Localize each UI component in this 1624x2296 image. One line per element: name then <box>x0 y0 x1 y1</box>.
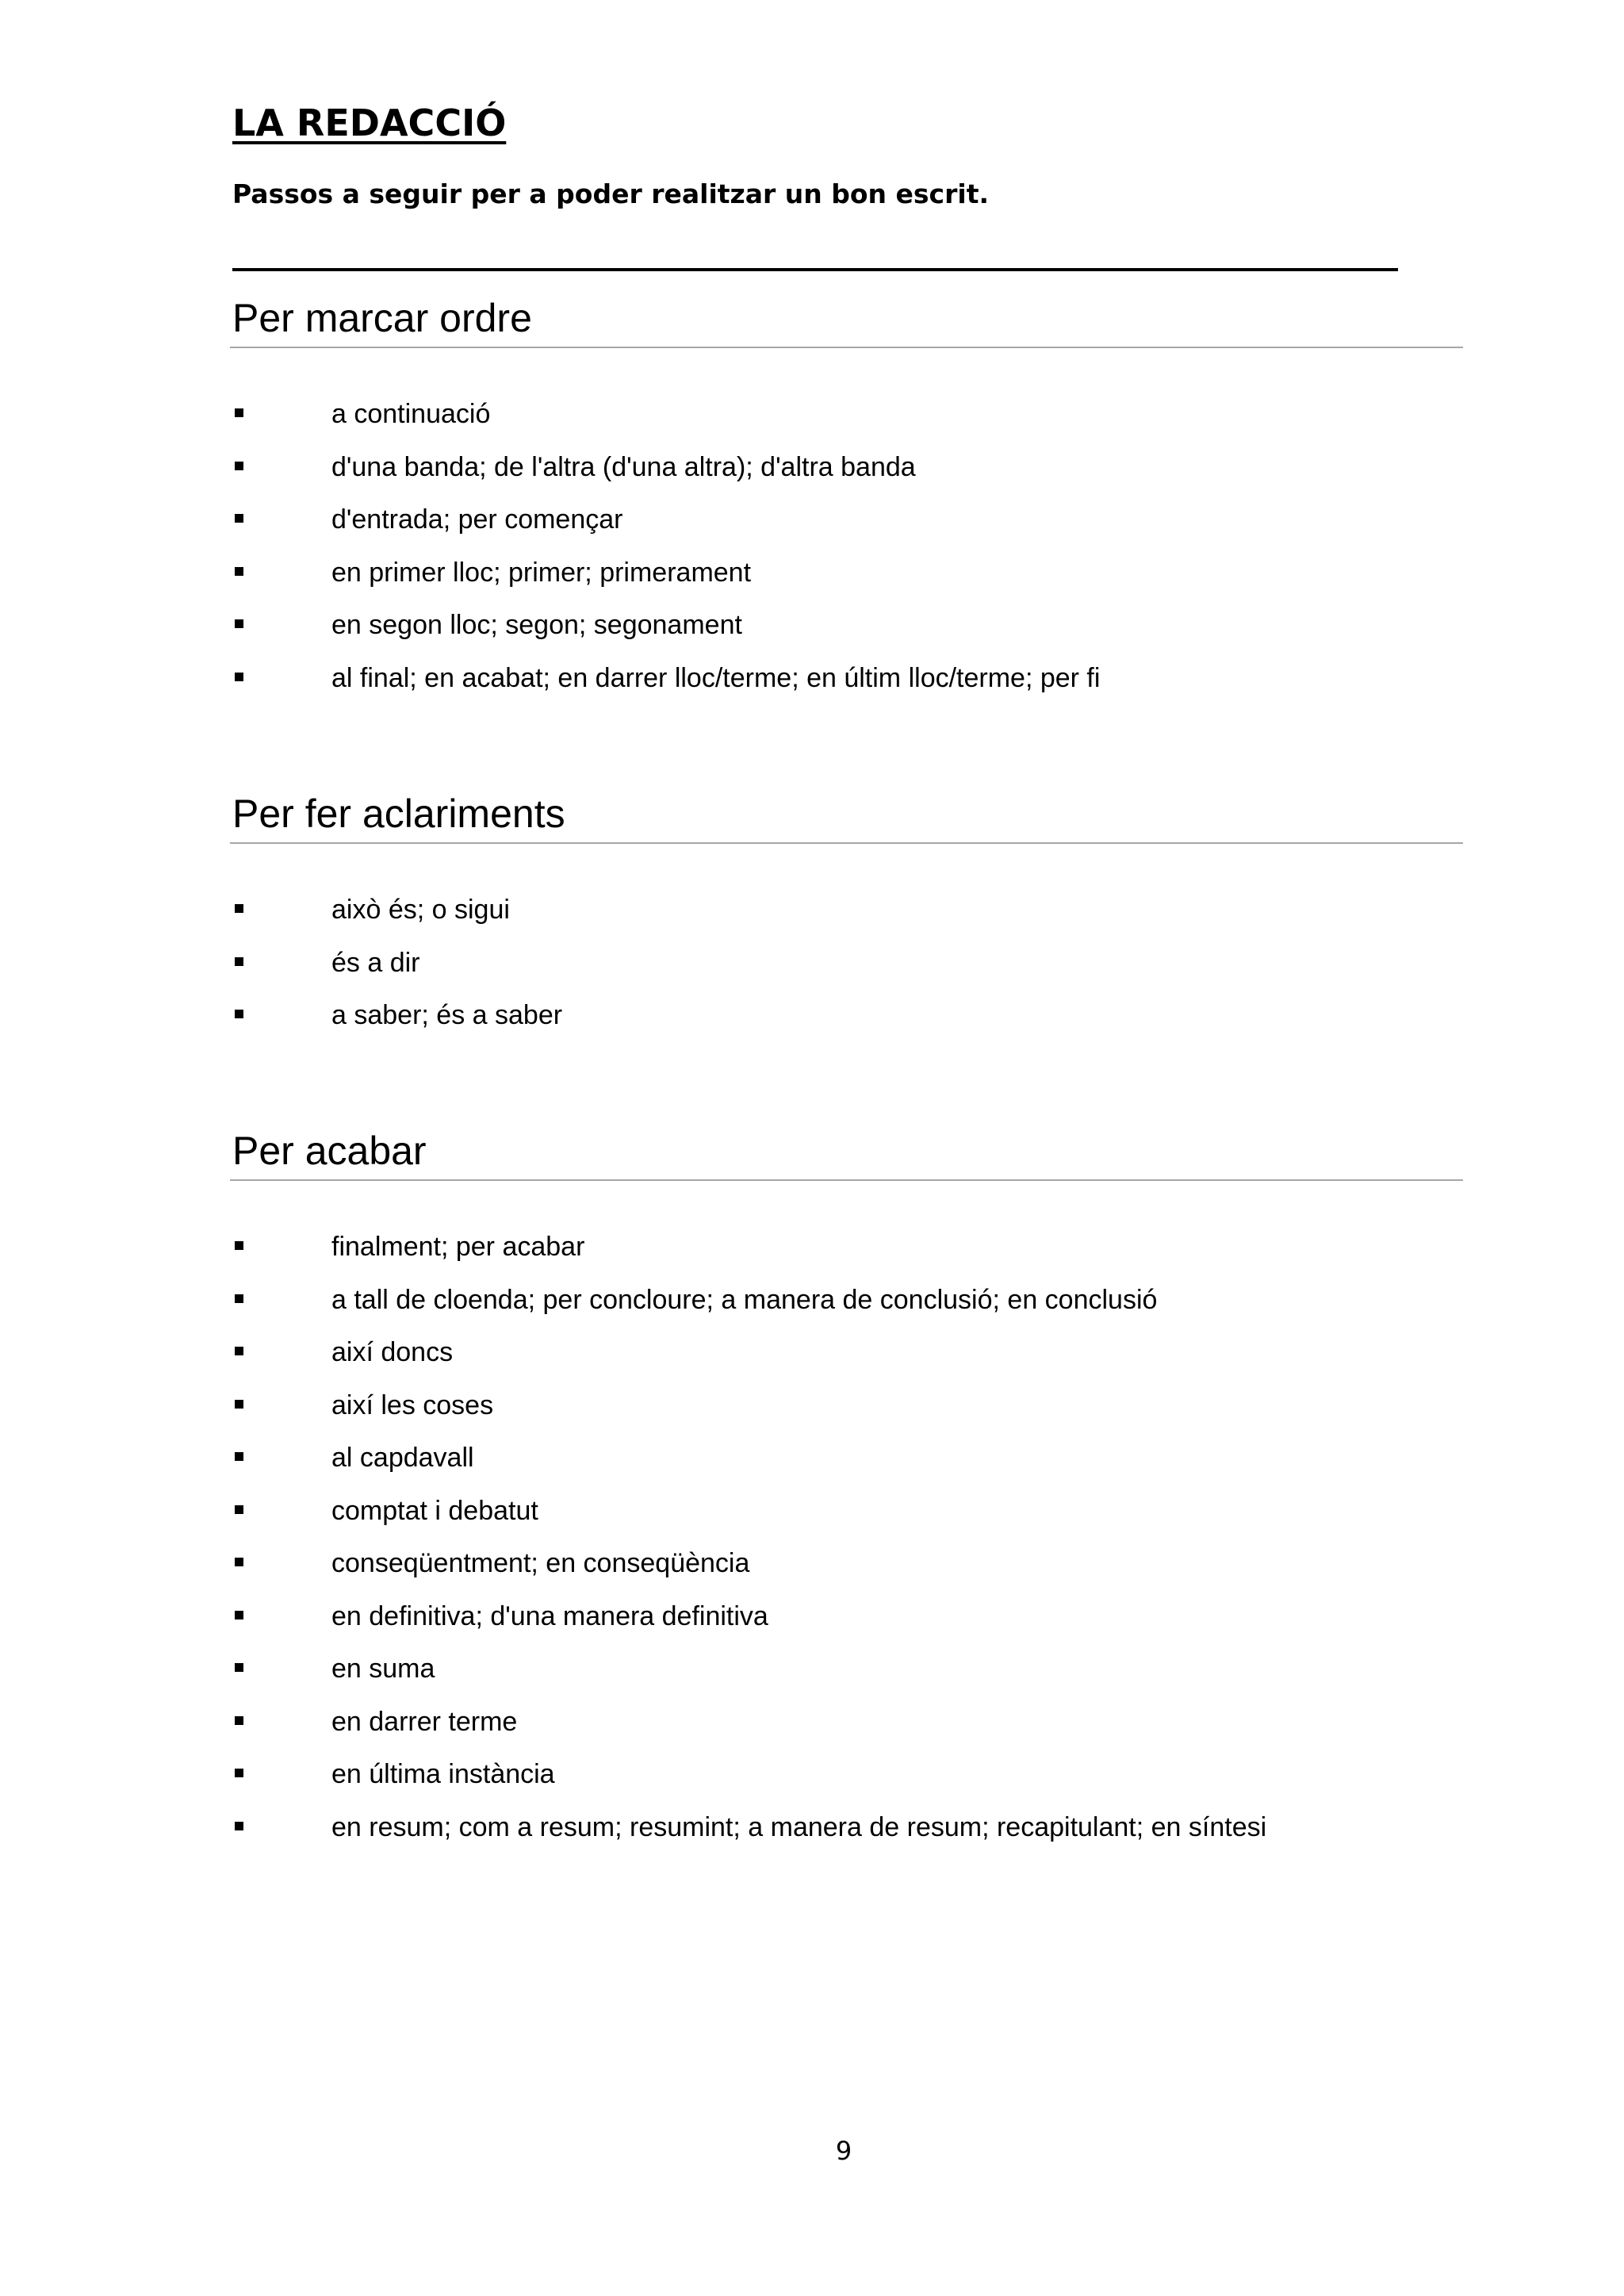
section-clarifications <box>230 790 1463 1052</box>
section-heading: Per fer aclariments <box>230 790 1463 844</box>
list-item <box>230 1600 1463 1654</box>
list-item-text: en definitiva; d'una manera definitiva <box>331 1600 768 1631</box>
square-bullet-icon <box>235 1294 243 1303</box>
connector-list <box>230 348 1463 715</box>
list-item <box>230 557 1463 610</box>
square-bullet-icon <box>235 1611 243 1619</box>
list-item <box>230 947 1463 1000</box>
list-item-text: a saber; és a saber <box>331 1000 563 1030</box>
list-item <box>230 1231 1463 1284</box>
list-item <box>230 1653 1463 1706</box>
connector-list <box>230 1181 1463 1864</box>
square-bullet-icon <box>235 904 243 913</box>
list-item-text: a continuació <box>331 399 491 429</box>
list-item-text: en segon lloc; segon; segonament <box>331 610 742 640</box>
list-item <box>230 1758 1463 1811</box>
title-divider <box>232 268 1398 271</box>
list-item <box>230 1284 1463 1337</box>
section-heading: Per acabar <box>230 1127 1463 1181</box>
square-bullet-icon <box>235 1241 243 1250</box>
list-item <box>230 504 1463 557</box>
square-bullet-icon <box>235 1452 243 1461</box>
list-item <box>230 1811 1463 1865</box>
square-bullet-icon <box>235 1769 243 1777</box>
list-item-text: comptat i debatut <box>331 1495 538 1526</box>
list-item <box>230 609 1463 662</box>
square-bullet-icon <box>235 1822 243 1830</box>
list-item-text: això és; o sigui <box>331 895 510 925</box>
list-item-text: en última instància <box>331 1759 555 1789</box>
list-item-text: en primer lloc; primer; primerament <box>331 557 752 588</box>
list-item <box>230 1495 1463 1548</box>
section-order <box>230 294 1463 715</box>
list-item <box>230 1389 1463 1443</box>
list-item-text: conseqüentment; en conseqüència <box>331 1548 750 1578</box>
list-item <box>230 398 1463 451</box>
square-bullet-icon <box>235 673 243 681</box>
list-item <box>230 1547 1463 1600</box>
square-bullet-icon <box>235 567 243 576</box>
list-item-text: a tall de cloenda; per concloure; a manera de conclusió; en conclusió <box>331 1284 1158 1315</box>
list-item <box>230 999 1463 1052</box>
square-bullet-icon <box>235 514 243 523</box>
list-item <box>230 1442 1463 1495</box>
list-item-text: finalment; per acabar <box>331 1232 585 1262</box>
list-item <box>230 1336 1463 1389</box>
list-item <box>230 451 1463 504</box>
list-item <box>230 662 1463 715</box>
list-item-text: en suma <box>331 1654 435 1684</box>
square-bullet-icon <box>235 462 243 470</box>
list-item-text: és a dir <box>331 947 420 978</box>
square-bullet-icon <box>235 1400 243 1409</box>
list-item-text: en darrer terme <box>331 1706 518 1737</box>
list-item-text: d'una banda; de l'altra (d'una altra); d'altra banda <box>331 451 916 482</box>
square-bullet-icon <box>235 1558 243 1566</box>
square-bullet-icon <box>235 1347 243 1355</box>
list-item-text: així les coses <box>331 1389 494 1420</box>
square-bullet-icon <box>235 619 243 628</box>
page-number: 9 <box>835 2136 852 2166</box>
list-item-text: al capdavall <box>331 1443 474 1473</box>
list-item-text: així doncs <box>331 1337 454 1367</box>
list-item <box>230 894 1463 947</box>
square-bullet-icon <box>235 408 243 417</box>
list-item-text: al final; en acabat; en darrer lloc/terme; en últim lloc/terme; per fi <box>331 662 1101 693</box>
connector-list <box>230 844 1463 1052</box>
document-title: LA REDACCIÓ <box>232 102 507 144</box>
list-item <box>230 1706 1463 1759</box>
square-bullet-icon <box>235 1716 243 1725</box>
square-bullet-icon <box>235 1010 243 1018</box>
square-bullet-icon <box>235 1663 243 1672</box>
list-item-text: d'entrada; per començar <box>331 504 623 535</box>
square-bullet-icon <box>235 957 243 966</box>
square-bullet-icon <box>235 1505 243 1514</box>
document-subtitle: Passos a seguir per a poder realitzar un bon escrit. <box>232 178 990 209</box>
section-conclusion <box>230 1127 1463 1864</box>
section-heading: Per marcar ordre <box>230 294 1463 348</box>
list-item-text: en resum; com a resum; resumint; a manera de resum; recapitulant; en síntesi <box>331 1811 1267 1842</box>
